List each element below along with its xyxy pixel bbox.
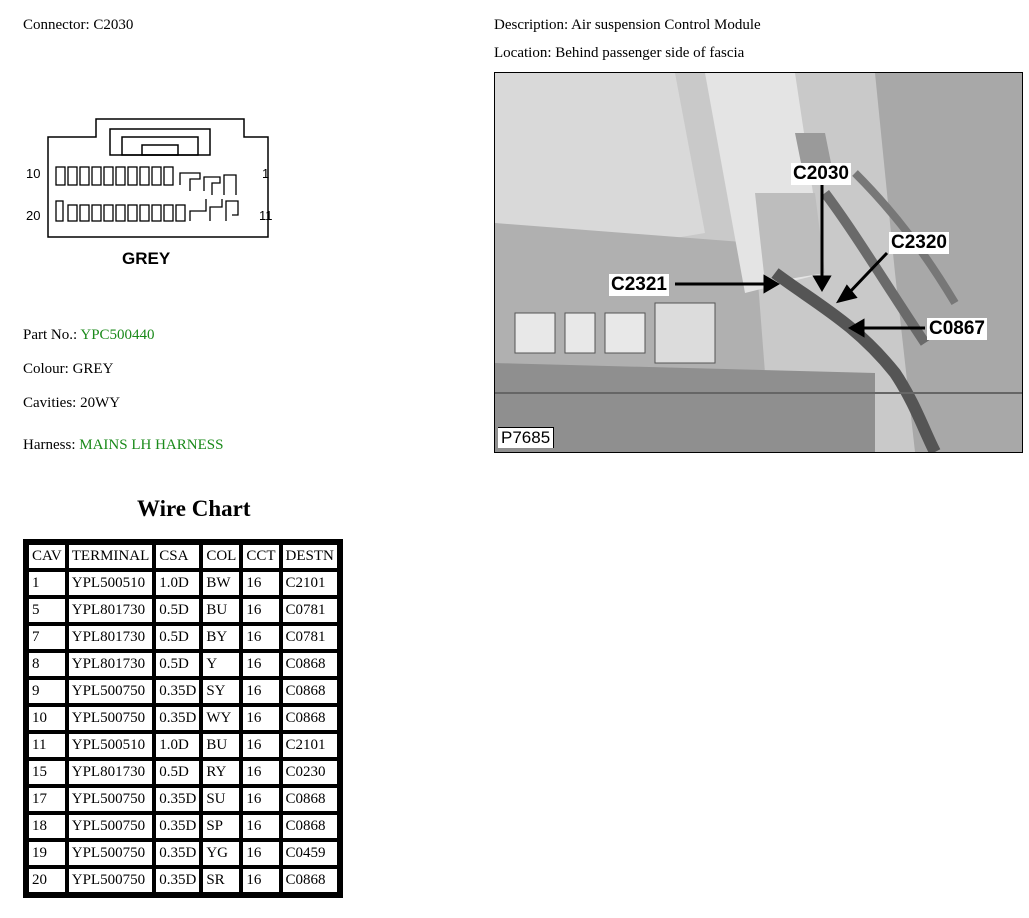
table-row <box>28 652 338 677</box>
photo-reference: P7685 <box>498 427 554 448</box>
cell-destn[interactable]: C0781 <box>282 598 338 623</box>
cell-csa: 1.0D <box>155 733 200 758</box>
cell-terminal[interactable]: YPL500750 <box>68 841 154 866</box>
table-row <box>28 787 338 812</box>
cell-cct: 16 <box>242 814 279 839</box>
cell-col: Y <box>202 652 240 677</box>
location: Location: Behind passenger side of fascia <box>494 45 745 61</box>
col-csa: CSA <box>155 544 200 569</box>
part-number <box>23 327 155 344</box>
cell-csa: 0.35D <box>155 868 200 893</box>
cell-csa: 0.35D <box>155 787 200 812</box>
location-photo <box>494 72 1023 453</box>
cell-cct: 16 <box>242 760 279 785</box>
cell-destn[interactable]: C0230 <box>282 760 338 785</box>
cell-csa: 0.35D <box>155 706 200 731</box>
cell-csa: 0.5D <box>155 652 200 677</box>
harness <box>23 437 223 454</box>
callout-c2320: C2320 <box>891 232 947 253</box>
cell-cct: 16 <box>242 679 279 704</box>
cell-cct: 16 <box>242 598 279 623</box>
table-row <box>28 625 338 650</box>
callout-c2030: C2030 <box>793 163 849 184</box>
cell-destn[interactable]: C0459 <box>282 841 338 866</box>
cell-csa: 0.5D <box>155 598 200 623</box>
cell-col: BU <box>202 733 240 758</box>
cell-col: SP <box>202 814 240 839</box>
cell-cct: 16 <box>242 652 279 677</box>
cell-cav: 10 <box>28 706 66 731</box>
cell-cct: 16 <box>242 625 279 650</box>
part-number-link[interactable]: YPC500440 <box>80 327 155 343</box>
cell-cav: 7 <box>28 625 66 650</box>
table-row <box>28 679 338 704</box>
cell-csa: 0.5D <box>155 760 200 785</box>
cell-destn[interactable]: C0868 <box>282 679 338 704</box>
cell-csa: 1.0D <box>155 571 200 596</box>
col-cav: CAV <box>28 544 66 569</box>
cell-terminal[interactable]: YPL801730 <box>68 760 154 785</box>
cell-col: YG <box>202 841 240 866</box>
callout-c0867: C0867 <box>929 318 985 339</box>
cell-col: WY <box>202 706 240 731</box>
colour: Colour: GREY <box>23 361 114 377</box>
cell-csa: 0.35D <box>155 814 200 839</box>
part-number-label: Part No.: <box>23 327 78 343</box>
cell-col: SU <box>202 787 240 812</box>
cell-destn[interactable]: C0868 <box>282 652 338 677</box>
cavities: Cavities: 20WY <box>23 395 121 411</box>
cell-destn[interactable]: C2101 <box>282 571 338 596</box>
cell-cav: 17 <box>28 787 66 812</box>
cell-cav: 18 <box>28 814 66 839</box>
cell-cct: 16 <box>242 706 279 731</box>
pin-label-20: 20 <box>26 208 41 223</box>
connector-id: Connector: C2030 <box>23 17 134 33</box>
cell-terminal[interactable]: YPL500750 <box>68 679 154 704</box>
cell-terminal[interactable]: YPL500750 <box>68 868 154 893</box>
wire-chart-table <box>23 539 343 898</box>
callout-c2321: C2321 <box>611 274 667 295</box>
connector-diagram <box>22 115 282 275</box>
cell-csa: 0.35D <box>155 841 200 866</box>
cell-terminal[interactable]: YPL500510 <box>68 571 154 596</box>
cell-cav: 9 <box>28 679 66 704</box>
cell-destn[interactable]: C0868 <box>282 787 338 812</box>
cell-col: SR <box>202 868 240 893</box>
harness-label: Harness: <box>23 437 76 453</box>
cell-col: BY <box>202 625 240 650</box>
table-row <box>28 841 338 866</box>
wire-chart-header-row <box>28 544 338 569</box>
cell-col: BW <box>202 571 240 596</box>
connector-colour-label: GREY <box>122 249 171 268</box>
cell-destn[interactable]: C0868 <box>282 814 338 839</box>
cell-cav: 19 <box>28 841 66 866</box>
cell-col: SY <box>202 679 240 704</box>
table-row <box>28 760 338 785</box>
col-destn: DESTN <box>282 544 338 569</box>
col-col: COL <box>202 544 240 569</box>
cell-terminal[interactable]: YPL801730 <box>68 652 154 677</box>
pin-label-10: 10 <box>26 166 41 181</box>
cell-destn[interactable]: C0868 <box>282 868 338 893</box>
cell-cav: 8 <box>28 652 66 677</box>
cell-terminal[interactable]: YPL801730 <box>68 625 154 650</box>
cell-col: BU <box>202 598 240 623</box>
cell-cct: 16 <box>242 787 279 812</box>
cell-cct: 16 <box>242 841 279 866</box>
cell-col: RY <box>202 760 240 785</box>
wire-chart-body <box>28 571 338 893</box>
cell-cav: 15 <box>28 760 66 785</box>
cell-csa: 0.5D <box>155 625 200 650</box>
col-cct: CCT <box>242 544 279 569</box>
cell-terminal[interactable]: YPL500750 <box>68 814 154 839</box>
cell-destn[interactable]: C0781 <box>282 625 338 650</box>
table-row <box>28 571 338 596</box>
table-row <box>28 814 338 839</box>
cell-cav: 5 <box>28 598 66 623</box>
cell-terminal[interactable]: YPL500750 <box>68 787 154 812</box>
pin-label-11: 11 <box>259 208 273 223</box>
table-row <box>28 868 338 893</box>
description: Description: Air suspension Control Module <box>494 17 761 33</box>
cell-cav: 11 <box>28 733 66 758</box>
cell-terminal[interactable]: YPL801730 <box>68 598 154 623</box>
wire-chart-title: Wire Chart <box>137 496 251 521</box>
cell-destn[interactable]: C0868 <box>282 706 338 731</box>
col-terminal: TERMINAL <box>68 544 154 569</box>
cell-cav: 1 <box>28 571 66 596</box>
cell-cct: 16 <box>242 571 279 596</box>
cell-csa: 0.35D <box>155 679 200 704</box>
harness-link[interactable]: MAINS LH HARNESS <box>79 437 224 453</box>
wire-chart <box>23 539 343 898</box>
table-row <box>28 598 338 623</box>
pin-label-1: 1 <box>262 166 270 181</box>
location-photo-drawing <box>495 73 1022 452</box>
cell-terminal[interactable]: YPL500510 <box>68 733 154 758</box>
cell-cct: 16 <box>242 733 279 758</box>
cell-cct: 16 <box>242 868 279 893</box>
cell-cav: 20 <box>28 868 66 893</box>
cell-terminal[interactable]: YPL500750 <box>68 706 154 731</box>
table-row <box>28 706 338 731</box>
cell-destn[interactable]: C2101 <box>282 733 338 758</box>
table-row <box>28 733 338 758</box>
